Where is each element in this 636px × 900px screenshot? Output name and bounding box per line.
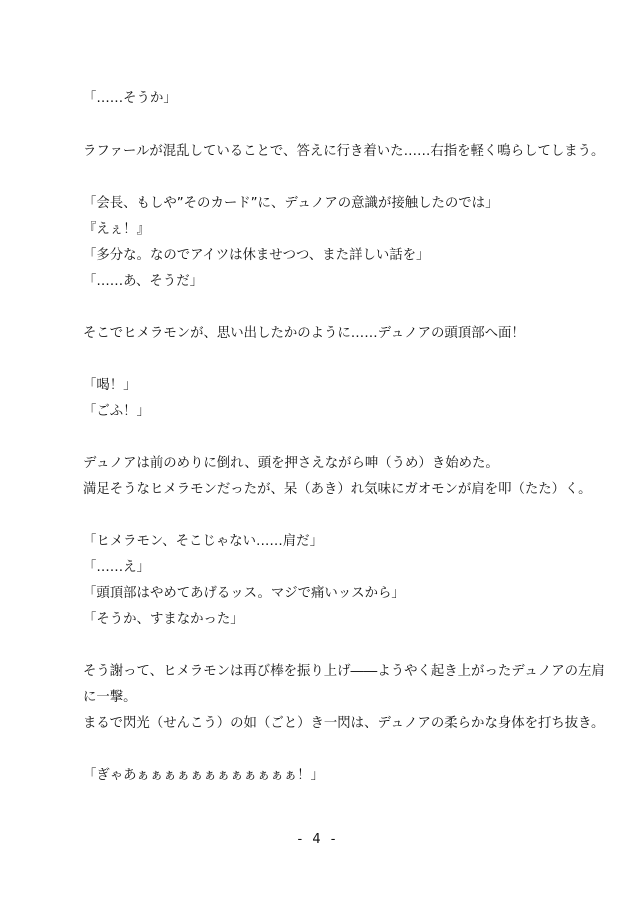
text-line: ラファールが混乱していることで、答えに行き着いた……右指を軽く鳴らしてしまう。 — [83, 144, 605, 159]
text-line: 満足そうなヒメラモンだったが、呆（あき）れ気味にガオモンが肩を叩（たた）く。 — [83, 482, 592, 497]
text-line: 「……え」 — [83, 560, 150, 575]
page-number: - 4 - — [297, 832, 339, 847]
text-line: 「喝！」 — [83, 378, 137, 393]
text-line: まるで閃光（せんこう）の如（ごと）き一閃は、デュノアの柔らかな身体を打ち抜き。 — [83, 716, 605, 731]
text-line: 「多分な。なのでアイツは休ませつつ、また詳しい話を」 — [83, 248, 430, 263]
text-line: そう謝って、ヒメラモンは再び棒を振り上げ――ようやく起き上がったデュノアの左肩 — [83, 664, 605, 679]
text-line: に一撃。 — [83, 690, 137, 705]
text-line: 「ごふ！」 — [83, 404, 150, 419]
text-line: 「会長、もしや”そのカード”に、デュノアの意識が接触したのでは」 — [83, 196, 499, 211]
text-line: そこでヒメラモンが、思い出したかのように……デュノアの頭頂部へ面！ — [83, 326, 525, 341]
text-line: 「……そうか」 — [83, 91, 177, 106]
text-line: 「そうか、すまなかった」 — [83, 612, 244, 627]
text-line: 「ヒメラモン、そこじゃない……肩だ」 — [83, 534, 323, 549]
text-line: 『えぇ！』 — [83, 222, 150, 237]
text-line: 「頭頂部はやめてあげるッス。マジで痛いッスから」 — [83, 586, 405, 601]
text-line: 「……あ、そうだ」 — [83, 274, 203, 289]
text-line: 「ぎゃあぁぁぁぁぁぁぁぁぁぁぁぁ！」 — [83, 768, 324, 783]
text-line: デュノアは前のめりに倒れ、頭を押さえながら呻（うめ）き始めた。 — [83, 456, 499, 471]
